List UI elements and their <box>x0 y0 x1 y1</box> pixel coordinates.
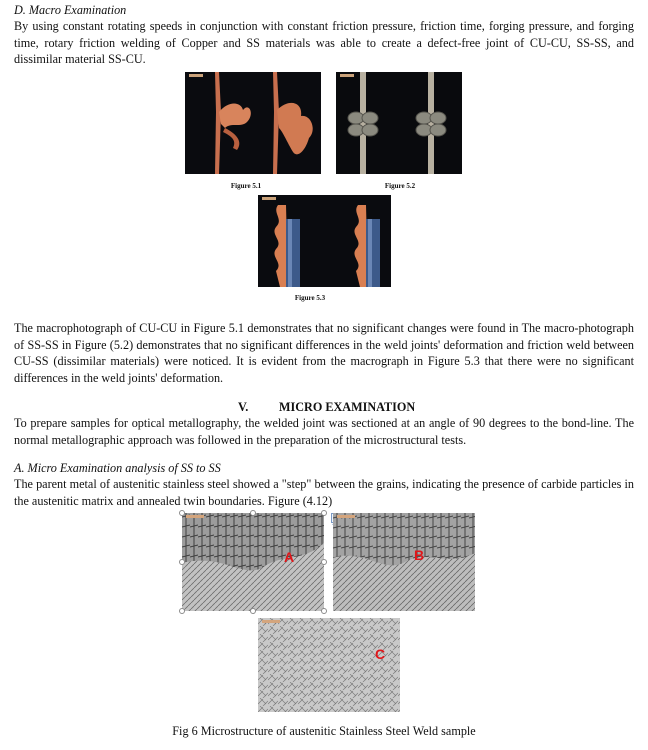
resize-handle-right[interactable] <box>321 559 327 565</box>
micrograph-c <box>258 618 400 712</box>
micro-sub-heading: A. Micro Examination analysis of SS to SS <box>14 461 221 475</box>
macro-heading: D. Macro Examination <box>14 3 127 17</box>
resize-handle-top[interactable] <box>250 510 256 516</box>
resize-handle-bottom-left[interactable] <box>179 608 185 614</box>
figure-5-3-caption: Figure 5.3 <box>294 294 326 302</box>
figure-5-1-image <box>185 72 321 174</box>
figure-5-3-image <box>258 195 391 287</box>
resize-handle-left[interactable] <box>179 559 185 565</box>
micro-figure-caption: Fig 6 Microstructure of austenitic Stainless Steel Weld sample <box>172 724 476 738</box>
micrograph-label-a: A <box>284 549 295 565</box>
figure-5-2-image <box>336 72 462 174</box>
figure-5-2-caption: Figure 5.2 <box>384 182 416 190</box>
micro-sub-paragraph: The parent metal of austenitic stainless steel showed a "step" between the grains, indicating the presence of carbide particles in the austenitic matrix and annealed twin boundaries. Figure (4.12) <box>14 477 634 508</box>
micrograph-label-b: B <box>414 547 425 563</box>
micro-intro-paragraph: To prepare samples for optical metallography, the welded joint was sectioned at an angle of 90 degrees to the bond-line. The normal metallographic approach was followed in the preparation of the microstructural tests. <box>14 416 634 447</box>
section-title: MICRO EXAMINATION <box>279 400 416 414</box>
micrograph-a[interactable] <box>182 513 324 611</box>
resize-handle-top-right[interactable] <box>321 510 327 516</box>
section-number: V. <box>238 400 249 414</box>
resize-handle-bottom-right[interactable] <box>321 608 327 614</box>
micrograph-b <box>333 513 475 611</box>
resize-handle-bottom[interactable] <box>250 608 256 614</box>
macro-intro-paragraph: By using constant rotating speeds in conjunction with constant friction pressure, friction time, forging pressure, and forging time, rotary friction welding of Copper and SS materials was able to create a defect-free joint of CU-CU, SS-SS, and dissimilar material SS-CU. <box>14 19 634 66</box>
macro-discussion-paragraph: The macrophotograph of CU-CU in Figure 5.1 demonstrates that no significant changes were found in The macro-photograph of SS-SS in Figure (5.2) demonstrates that no significant differences in the weld joints' deformation and friction weld between CU-SS (dissimilar materials) were noticed. It is evident from the macrograph in Figure 5.3 that there were no significant differences in the weld joints' deformation. <box>14 321 634 385</box>
micrograph-label-c: C <box>375 646 386 662</box>
resize-handle-top-left[interactable] <box>179 510 185 516</box>
figure-5-1-caption: Figure 5.1 <box>230 182 262 190</box>
